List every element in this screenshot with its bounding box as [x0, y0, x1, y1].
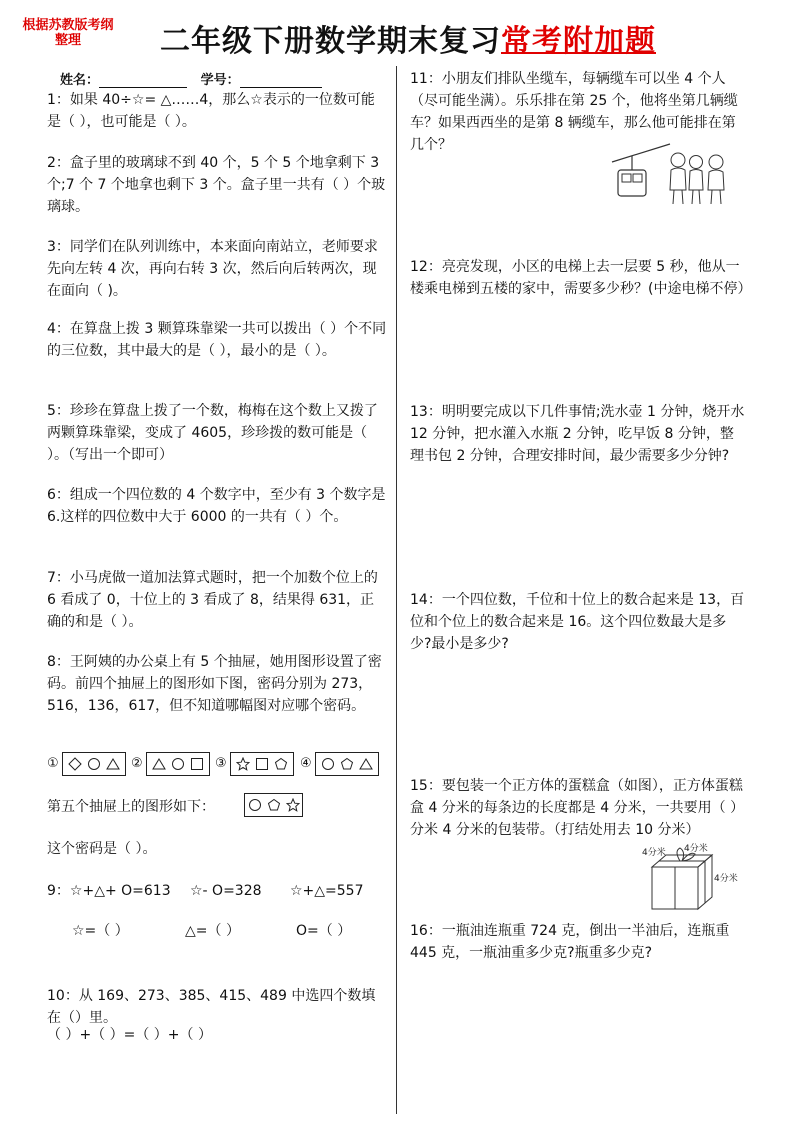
triangle-icon [359, 757, 373, 771]
drawer-3-shapes [230, 752, 294, 776]
source-tag [8, 18, 128, 48]
title-highlight: 常考附加题 [501, 24, 656, 59]
circle-icon [87, 757, 101, 771]
name-row [60, 69, 322, 88]
question-14: 14：一个四位数，千位和十位上的数合起来是 13，百位和个位上的数合起来是 16。这个四位数最大是多少?最小是多少? [410, 592, 745, 652]
drawer-1-shapes [62, 752, 126, 776]
question-8: 8：王阿姨的办公桌上有 5 个抽屉，她用图形设置了密码。前四个抽屉上的图形如下图，密码分别为 273，516，136，617，但不知道哪幅图对应哪个密码。 [47, 654, 382, 714]
source-tag-line1: 根据苏教版考纲 [22, 18, 114, 33]
drawer-1-number: ① [47, 756, 59, 771]
question-1: 1：如果 40÷☆= △……4，那么☆表示的一位数可能是（ ），也可能是（ ）。 [47, 92, 375, 130]
source-tag-line2: 整理 [54, 33, 81, 48]
question-3: 3：同学们在队列训练中，本来面向南站立，老师要求先向左转 4 次，再向右转 3 次，然后向后转两次，现在面向（ )。 [47, 239, 378, 299]
column-divider [396, 66, 397, 1114]
question-11: 11：小朋友们排队坐缆车，每辆缆车可以坐 4 个人（尽可能坐满）。乐乐排在第 25 个，他将坐第几辆缆车？如果西西坐的是第 8 辆缆车，那么他可能排在第几个？ [410, 71, 738, 153]
question-15: 15：要包装一个正方体的蛋糕盒（如图），正方体蛋糕盒 4 分米的每条边的长度都是 4 分米，一共要用（ ）分米 4 分米的包装带。（打结处用去 10 分米） [410, 778, 745, 838]
star-icon [286, 798, 300, 812]
drawer-2-shapes [146, 752, 210, 776]
id-blank[interactable] [240, 74, 322, 88]
cake-dimension-label-1: 4分米 [642, 848, 666, 858]
square-icon [255, 757, 269, 771]
name-label: 姓名： [60, 73, 100, 88]
cable-car-illustration [610, 140, 735, 208]
q9-equation-1: 9：☆+△+ O=613 [47, 883, 171, 899]
cake-dimension-label-3: 4分米 [714, 874, 738, 884]
drawer-4-number: ④ [300, 756, 312, 771]
pentagon-icon [274, 757, 288, 771]
drawer-2-number: ② [131, 756, 143, 771]
drawer-5-shapes [244, 793, 303, 817]
question-4: 4：在算盘上拨 3 颗算珠靠梁一共可以拨出（ ）个不同的三位数，其中最大的是（ ），最小的是（ ）。 [47, 321, 387, 359]
password-answer-prompt: 这个密码是（ ）。 [47, 841, 157, 857]
triangle-icon [152, 757, 166, 771]
triangle-icon [106, 757, 120, 771]
fifth-drawer-prompt: 第五个抽屉上的图形如下： [47, 799, 215, 815]
question-7: 7：小马虎做一道加法算式题时，把一个加数个位上的 6 看成了 0，十位上的 3 看成了 8，结果得 631，正确的和是（ ）。 [47, 570, 378, 630]
id-label: 学号： [200, 73, 240, 88]
circle-icon [171, 757, 185, 771]
title-main: 二年级下册数学期末复习 [160, 24, 501, 59]
question-10: 10：从 169、273、385、415、489 中选四个数填在（）里。 [47, 988, 376, 1026]
star-icon [236, 757, 250, 771]
q9-equation-3: ☆+△=557 [290, 883, 364, 899]
name-blank[interactable] [99, 74, 187, 88]
question-10-blanks: （ ）+（ ）=（ ）+（ ） [47, 1027, 212, 1043]
q9-answer-triangle: △=（ ） [185, 923, 240, 939]
circle-icon [248, 798, 262, 812]
page-title [160, 22, 656, 62]
cake-box-illustration [640, 843, 745, 913]
question-2: 2：盒子里的玻璃球不到 40 个，5 个 5 个地拿剩下 3 个;7 个 7 个地拿也剩下 3 个。盒子里一共有（ ）个玻璃球。 [47, 155, 386, 215]
square-icon [190, 757, 204, 771]
question-6: 6：组成一个四位数的 4 个数字中，至少有 3 个数字是 6.这样的四位数中大于 6000 的一共有（ ）个。 [47, 487, 386, 525]
q9-equation-2: ☆- O=328 [190, 883, 262, 899]
pentagon-icon [267, 798, 281, 812]
circle-icon [321, 757, 335, 771]
q9-answer-circle: O=（ ） [296, 923, 352, 939]
drawer-3-number: ③ [215, 756, 227, 771]
cake-dimension-label-2: 4分米 [684, 844, 708, 854]
question-16: 16：一瓶油连瓶重 724 克，倒出一半油后，连瓶重 445 克，一瓶油重多少克?瓶重多少克? [410, 923, 730, 961]
drawer-4-shapes [315, 752, 379, 776]
question-5: 5：珍珍在算盘上拨了一个数，梅梅在这个数上又拨了两颗算珠靠梁，变成了 4605，珍珍拨的数可能是（ ）。（写出一个即可） [47, 403, 378, 463]
drawer-shapes-row [47, 752, 387, 780]
q9-answer-star: ☆=（ ） [72, 923, 129, 939]
diamond-icon [68, 757, 82, 771]
pentagon-icon [340, 757, 354, 771]
question-13: 13：明明要完成以下几件事情;洗水壶 1 分钟，烧开水 12 分钟，把水灌入水瓶 2 分钟，吃早饭 8 分钟，整理书包 2 分钟，合理安排时间，最少需要多少分钟? [410, 404, 745, 464]
question-12: 12：亮亮发现，小区的电梯上去一层要 5 秒，他从一楼乘电梯到五楼的家中，需要多少秒？(中途电梯不停） [410, 259, 752, 297]
